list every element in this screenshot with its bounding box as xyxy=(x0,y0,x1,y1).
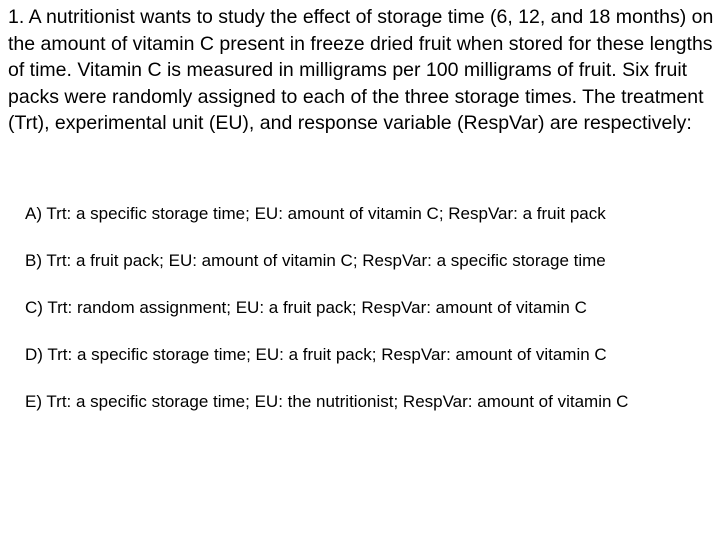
option-label: E) xyxy=(25,392,42,411)
question-text: 1. A nutritionist wants to study the effect of storage time (6, 12, and 18 months) on the amount of vitamin C present in freeze dried fruit when stored for these lengths of time. Vitamin C is measured in milligrams per 100 milligrams of fruit. Six fruit packs were randomly assigned to each of the three storage times. The treatment (Trt), experimental unit (EU), and response variable (RespVar) are respectively: xyxy=(8,6,714,134)
option-label: A) xyxy=(25,204,42,223)
option-e xyxy=(25,390,715,414)
option-b xyxy=(25,249,715,273)
option-text: Trt: a fruit pack; EU: amount of vitamin C; RespVar: a specific storage time xyxy=(46,251,606,270)
option-a xyxy=(25,202,715,226)
option-text: Trt: a specific storage time; EU: a fruit pack; RespVar: amount of vitamin C xyxy=(47,345,607,364)
option-text: Trt: random assignment; EU: a fruit pack; RespVar: amount of vitamin C xyxy=(47,298,587,317)
option-c xyxy=(25,296,715,320)
option-label: C) xyxy=(25,298,43,317)
option-d xyxy=(25,343,715,367)
option-label: D) xyxy=(25,345,43,364)
option-label: B) xyxy=(25,251,42,270)
option-text: Trt: a specific storage time; EU: amount of vitamin C; RespVar: a fruit pack xyxy=(46,204,606,223)
option-text: Trt: a specific storage time; EU: the nutritionist; RespVar: amount of vitamin C xyxy=(46,392,629,411)
answer-options xyxy=(25,202,715,414)
